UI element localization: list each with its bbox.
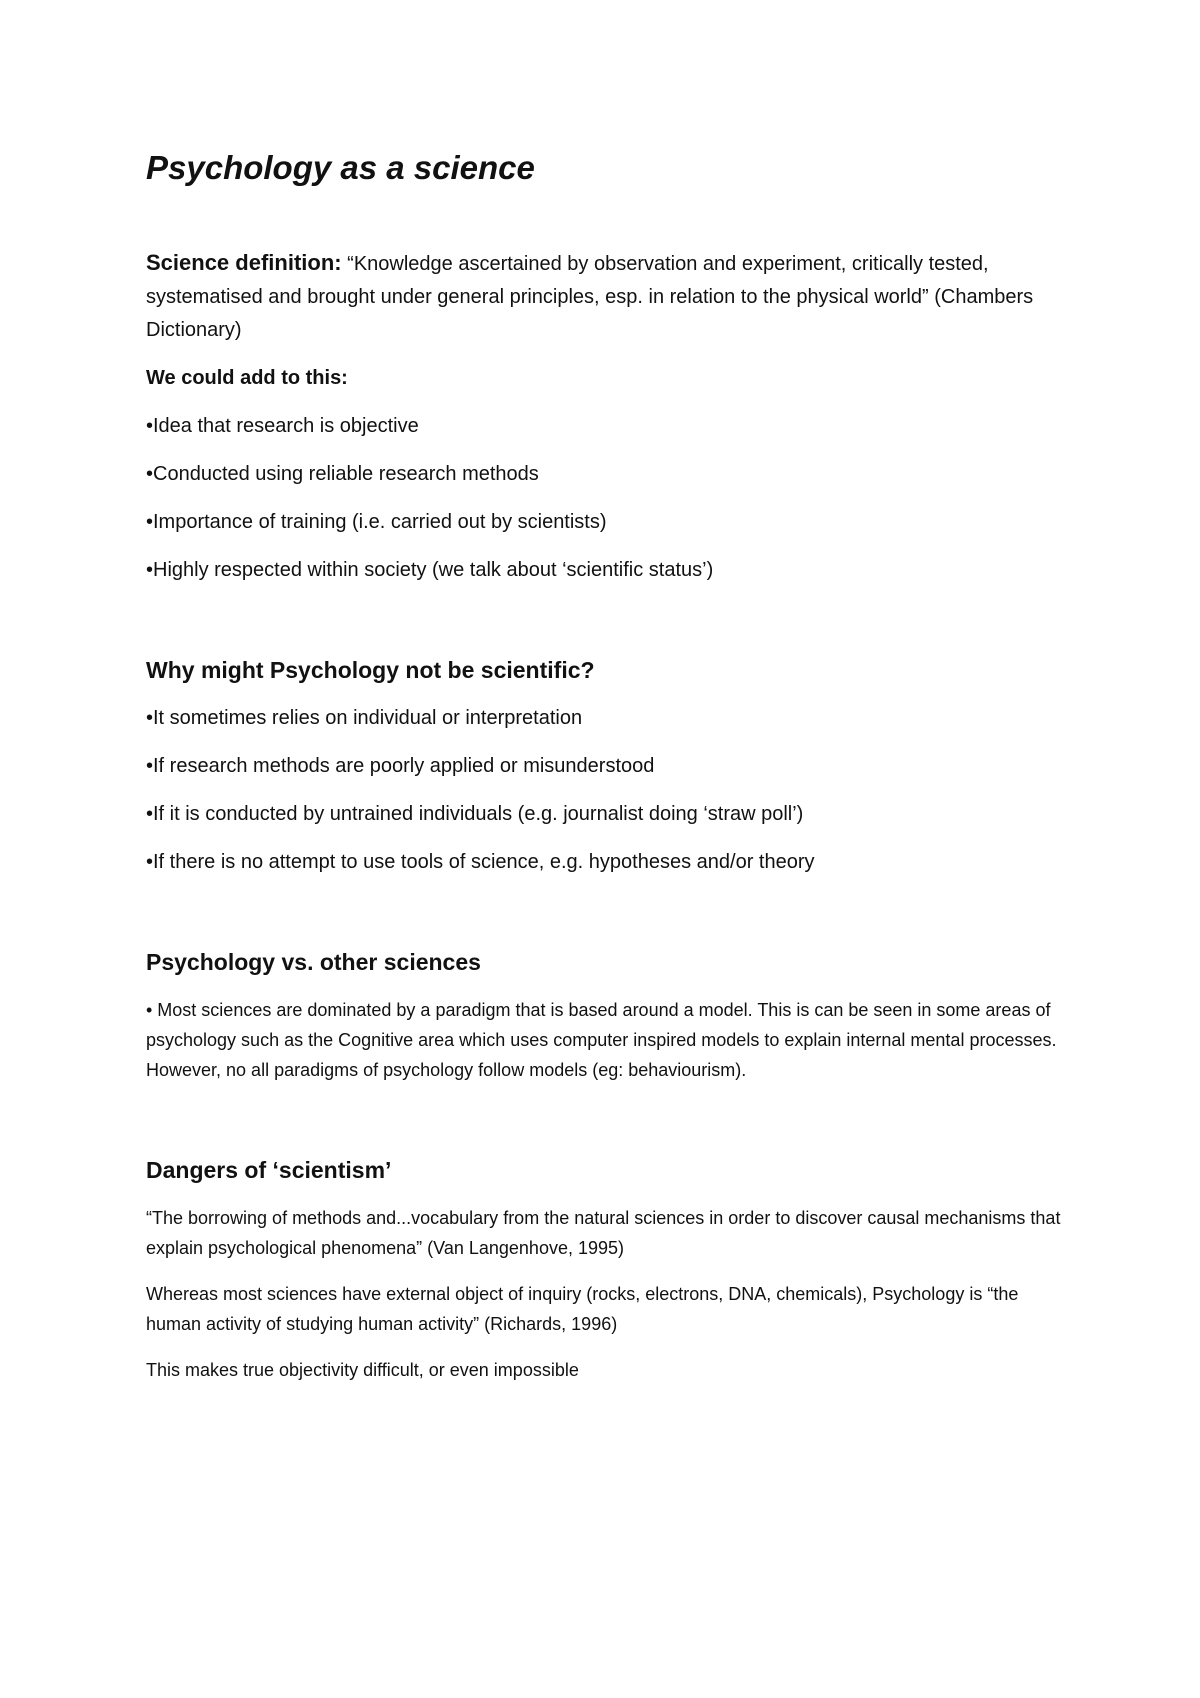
why-bullet: •If there is no attempt to use tools of science, e.g. hypotheses and/or theory: [146, 850, 815, 873]
dangers-paragraph: This makes true objectivity difficult, or even impossible: [146, 1359, 579, 1380]
dangers-paragraph: “The borrowing of methods and...vocabulary from the natural sciences in order to discover causal mechanisms that explain psychological phenomena” (Van Langenhove, 1995): [146, 1207, 1061, 1258]
why-bullet: •If it is conducted by untrained individuals (e.g. journalist doing ‘straw poll’): [146, 802, 804, 825]
document-body: [146, 148, 1076, 1401]
vs-paragraph: • Most sciences are dominated by a paradigm that is based around a model. This is can be seen in some areas of psychology such as the Cognitive area which uses computer inspired models to explain internal mental processes. However, no all paradigms of psychology follow models (eg: behaviourism).: [146, 999, 1057, 1080]
section-heading-dangers: Dangers of ‘scientism’: [146, 1156, 392, 1183]
add-heading: We could add to this:: [146, 366, 348, 389]
add-bullet: •Conducted using reliable research methods: [146, 462, 539, 485]
section-heading-why: Why might Psychology not be scientific?: [146, 656, 595, 683]
why-bullet: •It sometimes relies on individual or interpretation: [146, 706, 583, 729]
add-bullet: •Highly respected within society (we talk about ‘scientific status’): [146, 558, 714, 581]
section-heading-vs: Psychology vs. other sciences: [146, 948, 481, 975]
why-bullet: •If research methods are poorly applied or misunderstood: [146, 754, 655, 777]
definition-label: Science definition:: [146, 249, 342, 275]
science-definition: [146, 246, 1076, 347]
dangers-paragraph: Whereas most sciences have external object of inquiry (rocks, electrons, DNA, chemicals), Psychology is “the human activity of studying human activity” (Richards, 1996): [146, 1283, 1019, 1334]
add-bullet: •Importance of training (i.e. carried out by scientists): [146, 510, 607, 533]
add-bullet: •Idea that research is objective: [146, 414, 419, 437]
definition-text: “Knowledge ascertained by observation and experiment, critically tested, systematised and brought under general principles, esp. in relation to the physical world” (Chambers Dictionary): [146, 252, 1034, 341]
page-title: Psychology as a science: [146, 149, 535, 186]
